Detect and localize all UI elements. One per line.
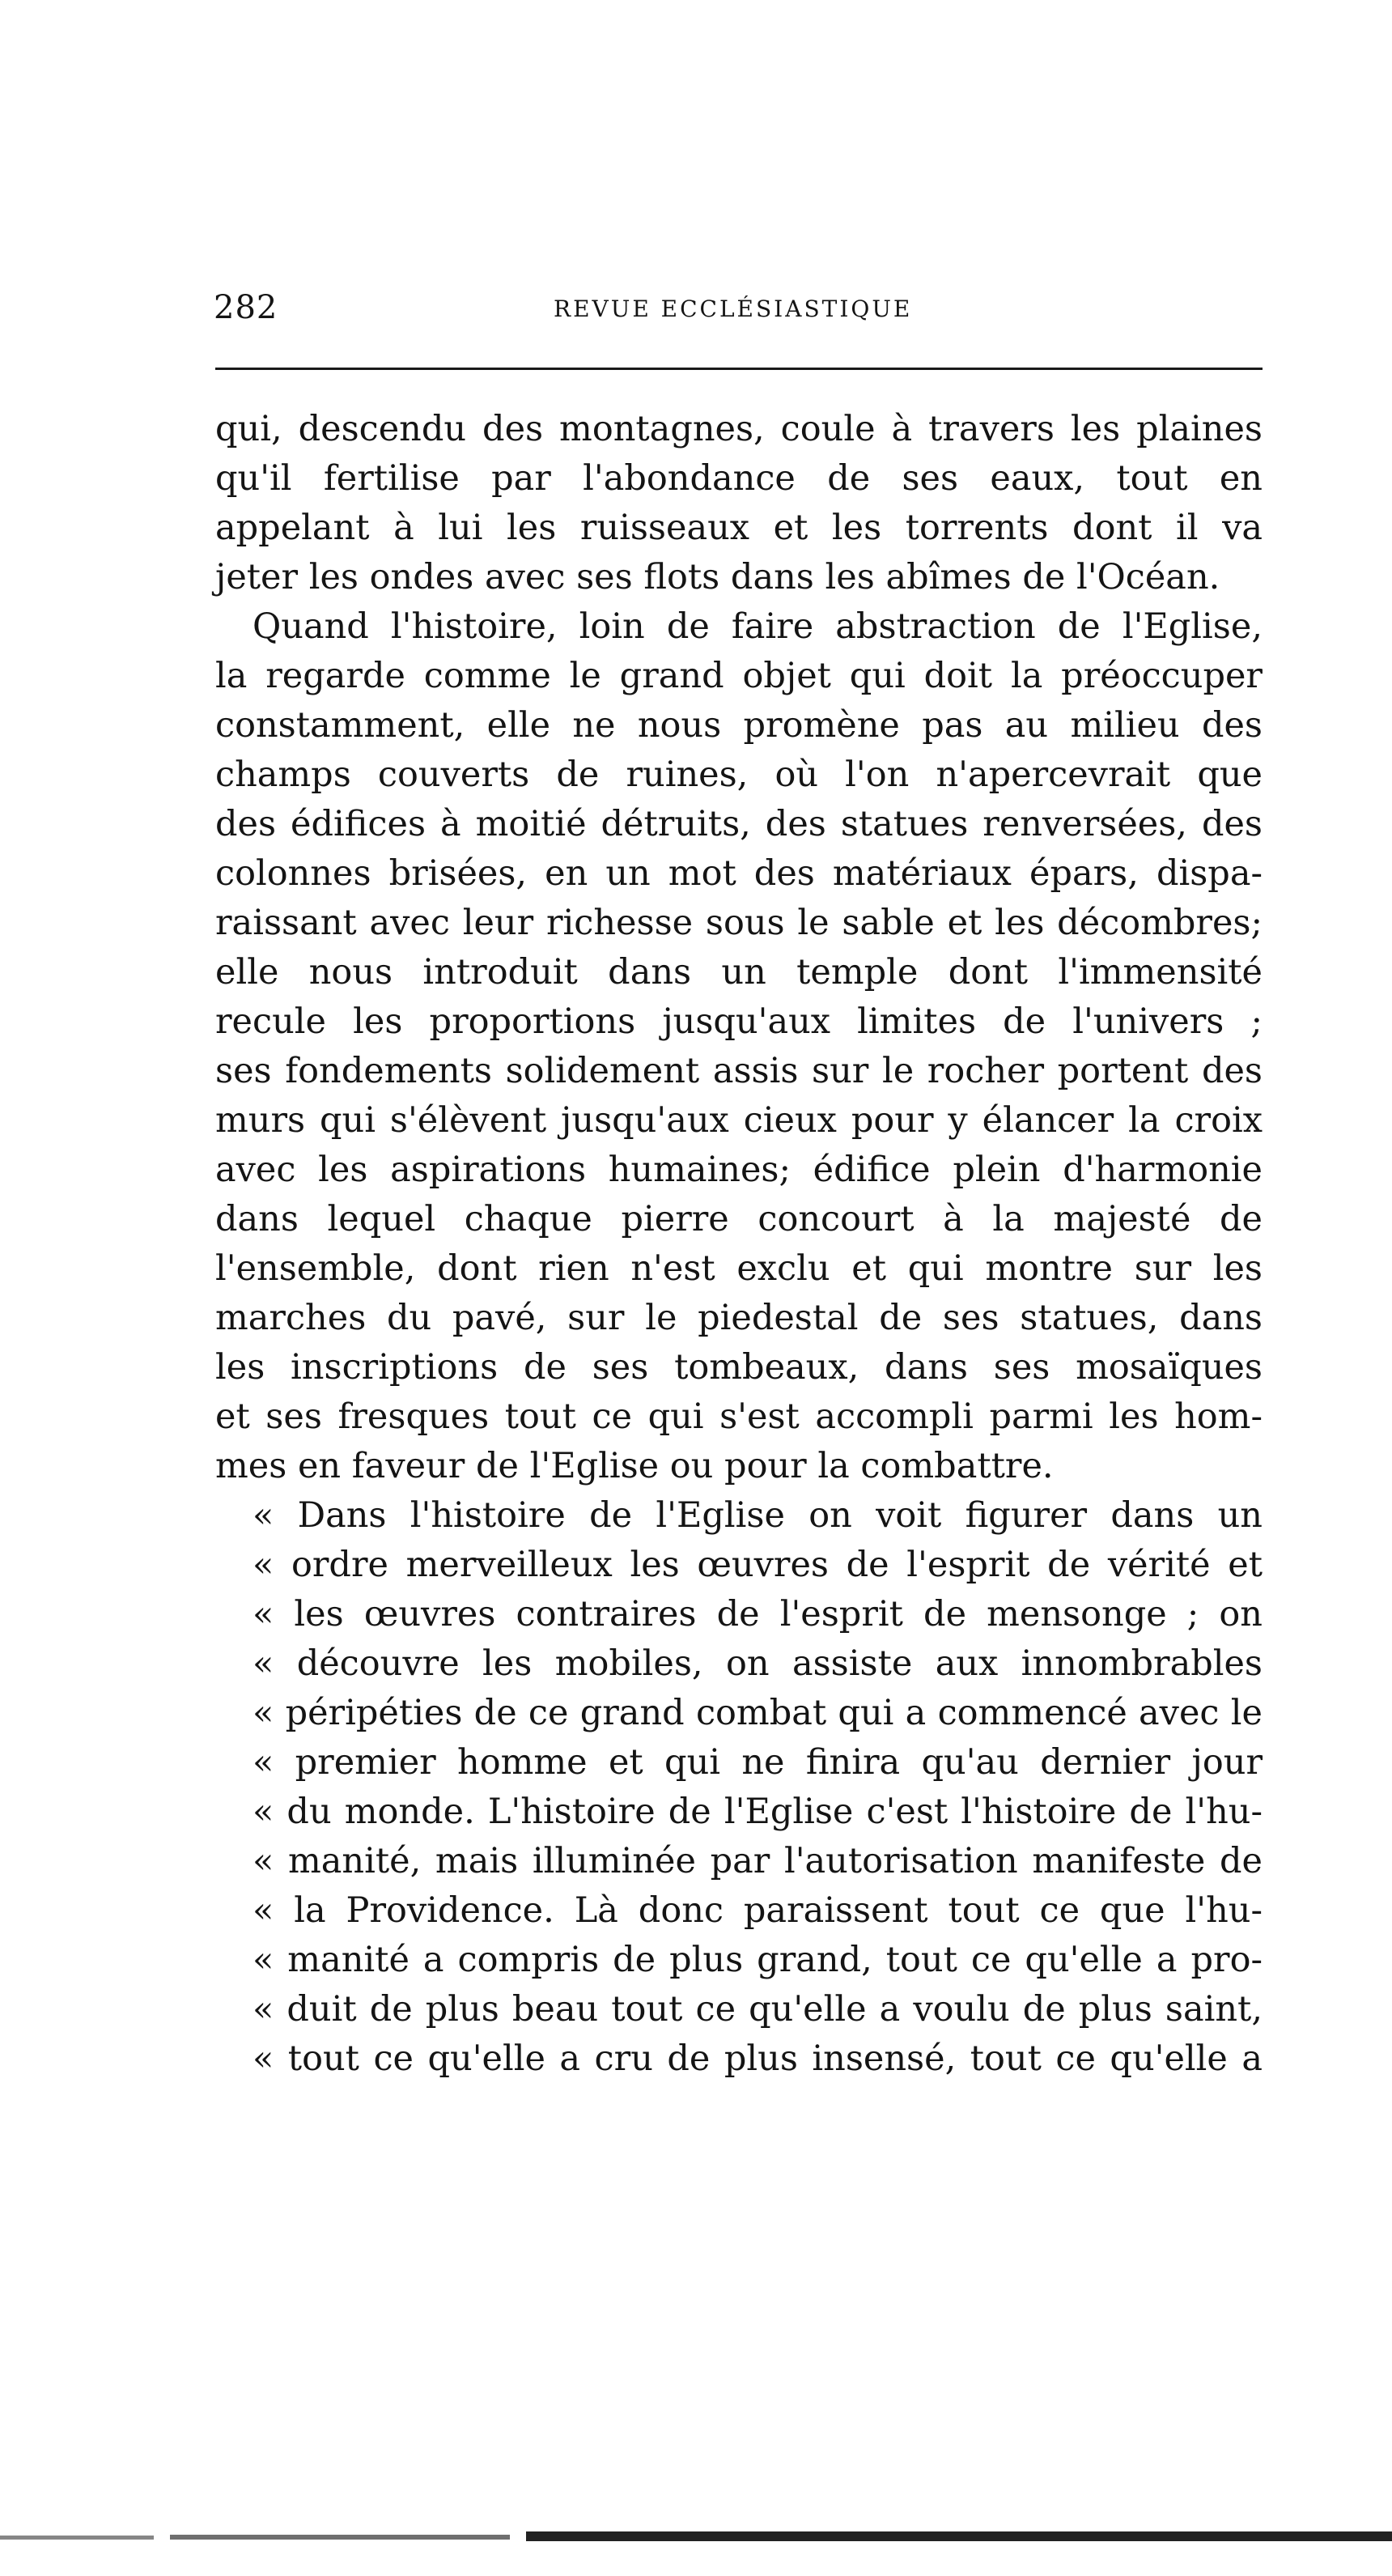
- text-line: Quand l'histoire, loin de faire abstraction de l'Eglise,: [253, 606, 1263, 647]
- text-line: recule les proportions jusqu'aux limites de l'univers ;: [215, 1001, 1263, 1042]
- text-line: constamment, elle ne nous promène pas au milieu des: [215, 705, 1263, 746]
- text-line: et ses fresques tout ce qui s'est accompli parmi les hom-: [215, 1396, 1263, 1437]
- text-line: champs couverts de ruines, où l'on n'apercevrait que: [215, 755, 1263, 795]
- text-line: jeter les ondes avec ses flots dans les abîmes de l'Océan.: [215, 557, 1220, 597]
- text-line: ses fondements solidement assis sur le rocher portent des: [215, 1051, 1263, 1091]
- text-line: des édifices à moitié détruits, des statues renversées, des: [215, 804, 1263, 844]
- text-line: dans lequel chaque pierre concourt à la majesté de: [215, 1199, 1263, 1239]
- text-line: « ordre merveilleux les œuvres de l'esprit de vérité et: [253, 1545, 1263, 1585]
- text-line: mes en faveur de l'Eglise ou pour la combattre.: [215, 1446, 1054, 1486]
- text-line: raissant avec leur richesse sous le sable et les décombres;: [215, 903, 1263, 943]
- text-line: l'ensemble, dont rien n'est exclu et qui montre sur les: [215, 1248, 1263, 1289]
- text-line: la regarde comme le grand objet qui doit la préoccuper: [215, 656, 1263, 696]
- text-line: qui, descendu des montagnes, coule à travers les plaines: [215, 409, 1263, 449]
- page-number: 282: [214, 289, 278, 326]
- scan-edge-rule: [0, 2531, 1392, 2542]
- text-line: « Dans l'histoire de l'Eglise on voit figurer dans un: [253, 1495, 1263, 1536]
- text-line: marches du pavé, sur le piedestal de ses statues, dans: [215, 1298, 1263, 1338]
- journal-title: REVUE ECCLÉSIASTIQUE: [554, 295, 913, 322]
- text-line: qu'il fertilise par l'abondance de ses eaux, tout en: [215, 458, 1263, 499]
- text-line: « manité, mais illuminée par l'autorisation manifeste de: [253, 1841, 1263, 1881]
- text-line: avec les aspirations humaines; édifice plein d'harmonie: [215, 1150, 1263, 1190]
- header-rule: [215, 368, 1263, 370]
- text-line: elle nous introduit dans un temple dont l'immensité: [215, 952, 1263, 993]
- text-line: « premier homme et qui ne finira qu'au dernier jour: [253, 1742, 1263, 1783]
- text-line: « du monde. L'histoire de l'Eglise c'est l'histoire de l'hu-: [253, 1792, 1263, 1832]
- text-line: « tout ce qu'elle a cru de plus insensé, tout ce qu'elle a: [253, 2038, 1263, 2079]
- running-head: [214, 285, 1263, 330]
- text-line: appelant à lui les ruisseaux et les torrents dont il va: [215, 508, 1263, 548]
- text-line: murs qui s'élèvent jusqu'aux cieux pour y élancer la croix: [215, 1100, 1263, 1141]
- body-text: [215, 405, 1263, 2084]
- text-line: les inscriptions de ses tombeaux, dans ses mosaïques: [215, 1347, 1263, 1388]
- text-line: « les œuvres contraires de l'esprit de mensonge ; on: [253, 1594, 1263, 1634]
- text-line: « découvre les mobiles, on assiste aux innombrables: [253, 1643, 1263, 1684]
- text-line: « duit de plus beau tout ce qu'elle a voulu de plus saint,: [253, 1989, 1263, 2030]
- text-line: « manité a compris de plus grand, tout ce qu'elle a pro-: [253, 1940, 1263, 1980]
- text-line: colonnes brisées, en un mot des matériaux épars, dispa-: [215, 853, 1263, 894]
- text-line: « péripéties de ce grand combat qui a commencé avec le: [253, 1693, 1263, 1733]
- text-line: « la Providence. Là donc paraissent tout ce que l'hu-: [253, 1890, 1263, 1931]
